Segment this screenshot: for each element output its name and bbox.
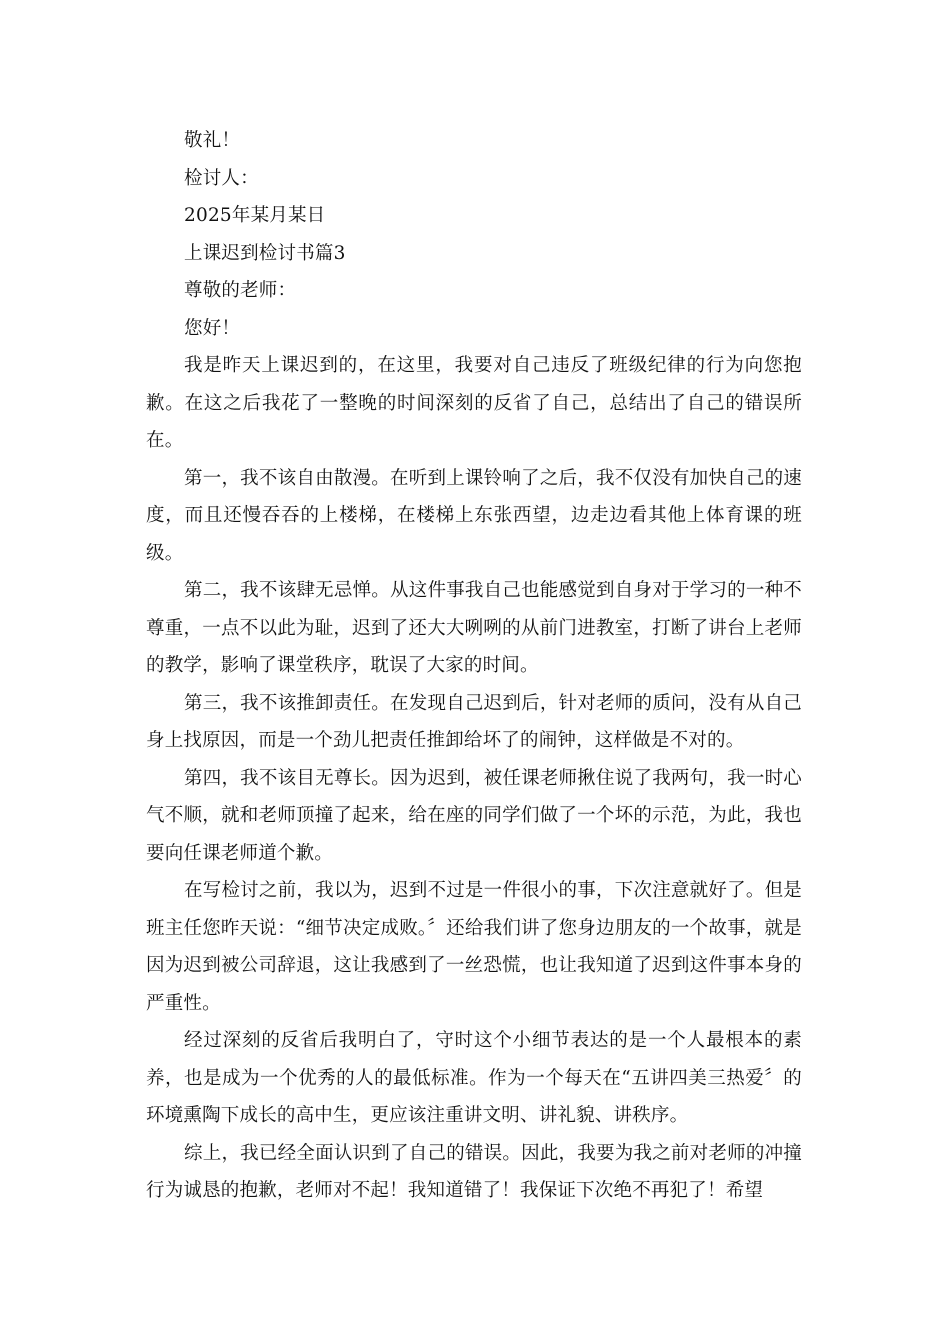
- section-title: 上课迟到检讨书篇3: [184, 242, 346, 264]
- body-paragraph: 我是昨天上课迟到的，在这里，我要对自己违反了班级纪律的行为向您抱歉。在这之后我花了一整晚的时间深刻的反省了自己，总结出了自己的错误所在。: [146, 355, 802, 451]
- body-paragraph: 经过深刻的反省后我明白了，守时这个小细节表达的是一个人最根本的素养，也是成为一个优秀的人的最低标准。作为一个每天在“五讲四美三热爱〞的环境熏陶下成长的高中生，更应该注重讲文明、讲礼貌、讲秩序。: [146, 1030, 802, 1126]
- document-body: [146, 122, 802, 1210]
- letter-date: 2025年某月某日: [184, 205, 326, 226]
- body-paragraph: 第二，我不该肆无忌惮。从这件事我自己也能感觉到自身对于学习的一种不尊重，一点不以此为耻，迟到了还大大咧咧的从前门进教室，打断了讲台上老师的教学，影响了课堂秩序，耽误了大家的时间。: [146, 580, 802, 676]
- body-paragraph: 第四，我不该目无尊长。因为迟到，被任课老师揪住说了我两句，我一时心气不顺，就和老师顶撞了起来，给在座的同学们做了一个坏的示范，为此，我也要向任课老师道个歉。: [146, 767, 802, 864]
- closing-salute: 敬礼！: [184, 130, 241, 151]
- body-paragraph: 在写检讨之前，我以为，迟到不过是一件很小的事，下次注意就好了。但是班主任您昨天说：“细节决定成败。〞还给我们讲了您身边朋友的一个故事，就是因为迟到被公司辞退，这让我感到了一丝恐慌，也让我知道了迟到这件事本身的严重性。: [146, 880, 802, 1014]
- body-paragraph: 第三，我不该推卸责任。在发现自己迟到后，针对老师的质问，没有从自己身上找原因，而是一个劲儿把责任推卸给坏了的闹钟，这样做是不对的。: [146, 692, 802, 751]
- letter-hello: 您好！: [184, 317, 241, 339]
- body-paragraph: 第一，我不该自由散漫。在听到上课铃响了之后，我不仅没有加快自己的速度，而且还慢吞吞的上楼梯，在楼梯上东张西望，边走边看其他上体育课的班级。: [146, 467, 802, 564]
- letter-greeting: 尊敬的老师：: [184, 280, 297, 301]
- signer-label: 检讨人：: [184, 167, 259, 189]
- body-paragraph: 综上，我已经全面认识到了自己的错误。因此，我要为我之前对老师的冲撞行为诚恳的抱歉，老师对不起！我知道错了！我保证下次绝不再犯了！希望: [146, 1142, 802, 1201]
